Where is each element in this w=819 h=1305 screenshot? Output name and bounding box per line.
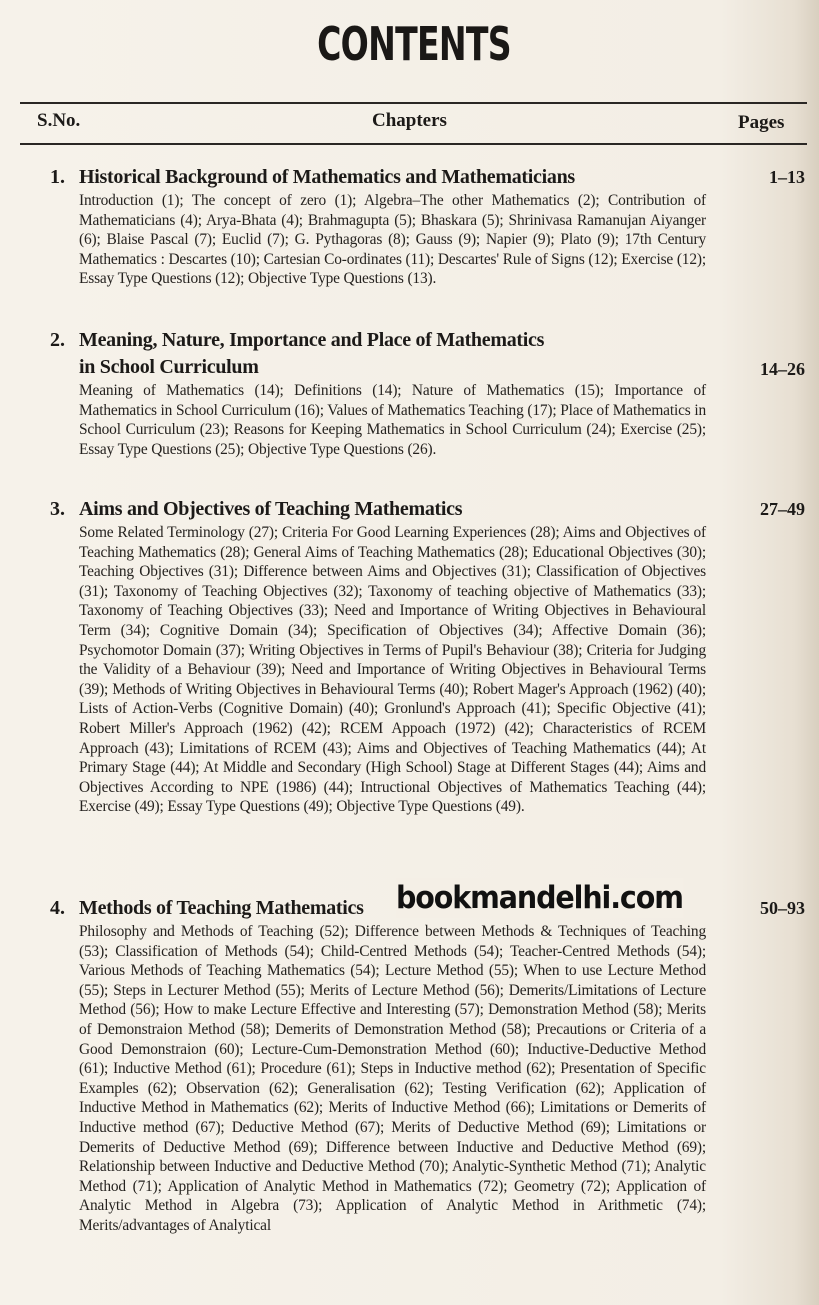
chapter-number: 4. — [50, 897, 65, 919]
header-rule-bottom — [20, 143, 807, 145]
chapter-pages: 50–93 — [760, 898, 805, 918]
chapter-topics: Introduction (1); The concept of zero (1); Algebra–The other Mathematics (2); Contribution of Mathematicians (4); Arya-Bhata (4); Brahmagupta (5); Bhaskara (5); Shrinivasa Ramanujan Aiyanger (6); Blaise Pascal (7); Euclid (7); G. Pythagoras (8); Gauss (9); Napier (9); Plato (9); 17th Century Mathematics : Descartes (10); Cartesian Co-ordinates (11); Descartes' Rule of Signs (12); Exercise (12); Essay Type Questions (12); Objective Type Questions (13). — [79, 192, 706, 288]
chapter-topics: Some Related Terminology (27); Criteria For Good Learning Experiences (28); Aims and Objectives of Teaching Mathematics (28); General Aims of Teaching Mathematics (28); Educational Objectives (30); Teaching Objectives (31); Difference between Aims and Objectives (31); Classification of Objectives (31); Taxonomy of Teaching Objectives (32); Taxonomy of teaching objective of Mathematics (33); Taxonomy of Teaching Objectives (33); Need and Importance of Writing Objectives in Behavioural Term (34); Cognitive Domain (34); Specification of Objectives (34); Affective Domain (36); Psychomotor Domain (37); Writing Objectives in Terms of Pupil's Behaviour (38); Criteria for Judging the Validity of a Behaviour (39); Need and Importance of Writing Objectives in Behavioural Terms (39); Methods of Writing Objectives in Behavioural Terms (40); Robert Mager's Approach (1962) (40); Lists of Action-Verbs (Cognitive Domain) (40); Gronlund's Approach (41); Specific Objective (41); Robert Miller's Approach (1962) (42); RCEM Appoach (1972) (42); Characteristics of RCEM Approach (43); Limitations of RCEM (43); Aims and Objectives of Teaching Mathematics (44); At Primary Stage (44); At Middle and Secondary (High School) Stage at Different Stages (44); Aims and Objectives According to NPE (1986) (44); Intructional Objectives of Mathematics Teaching (44); Exercise (49); Essay Type Questions (49); Objective Type Questions (49). — [79, 524, 706, 816]
chapter-title: Historical Background of Mathematics and Mathematicians — [79, 166, 575, 188]
chapter-topics: Philosophy and Methods of Teaching (52); Difference between Methods & Techniques of Teaching (53); Classification of Methods (54); Child-Centred Methods (54); Teacher-Centred Methods (54); Various Methods of Teaching Mathematics (54); Lecture Method (55); When to use Lecture Method (55); Steps in Lecturer Method (55); Merits of Lecture Method (56); Demerits/Limitations of Lecture Method (56); How to make Lecture Effective and Interesting (57); Demonstration Method (58); Merits of Demonstraion Method (58); Demerits of Demonstration Method (58); Precautions or Criteria of a Good Demonstraion (60); Lecture-Cum-Demonstration Method (60); Inductive-Deductive Method (61); Inductive Method (61); Procedure (61); Steps in Inductive method (62); Presentation of Specific Examples (62); Observation (62); Generalisation (62); Testing Verification (62); Application of Inductive Method in Mathematics (62); Merits of Inductive Method (66); Limitations or Demerits of Inductive method (67); Deductive Method (67); Merits of Deductive Method (69); Limitations or Demerits of Deductive Method (69); Difference between Inductive and Deductive Method (69); Relationship between Inductive and Deductive Method (70); Analytic-Synthetic Method (71); Analytic Method (71); Application of Analytic Method in Mathematics (72); Geometry (72); Application of Analytic Method in Algebra (73); Application of Analytic Method in Arithmetic (74); Merits/advantages of Analytical — [79, 923, 706, 1234]
chapter-title: Aims and Objectives of Teaching Mathematics — [79, 498, 463, 520]
chapter-pages: 1–13 — [769, 167, 805, 187]
chapter-number: 1. — [50, 166, 65, 188]
chapter-topics: Meaning of Mathematics (14); Definitions (14); Nature of Mathematics (15); Importance of Mathematics in School Curriculum (16); Values of Mathematics Teaching (17); Place of Mathematics in School Curriculum (23); Reasons for Keeping Mathematics in School Curriculum (24); Exercise (25); Essay Type Questions (25); Objective Type Questions (26). — [79, 382, 706, 458]
chapter-pages: 14–26 — [760, 359, 805, 379]
chapter-title-continued: in School Curriculum — [79, 356, 259, 378]
chapter-number: 3. — [50, 498, 65, 520]
page-title: CONTENTS — [317, 17, 511, 71]
watermark-text: bookmandelhi.com — [396, 880, 683, 916]
header-rule-top — [20, 102, 807, 104]
chapter-title: Meaning, Nature, Importance and Place of Mathematics — [79, 329, 545, 351]
column-header-sno: S.No. — [37, 110, 81, 131]
column-header-chapters: Chapters — [372, 110, 447, 131]
chapter-title: Methods of Teaching Mathematics — [79, 897, 364, 919]
chapter-pages: 27–49 — [760, 499, 805, 519]
column-header-pages: Pages — [738, 112, 785, 133]
chapter-number: 2. — [50, 329, 65, 351]
